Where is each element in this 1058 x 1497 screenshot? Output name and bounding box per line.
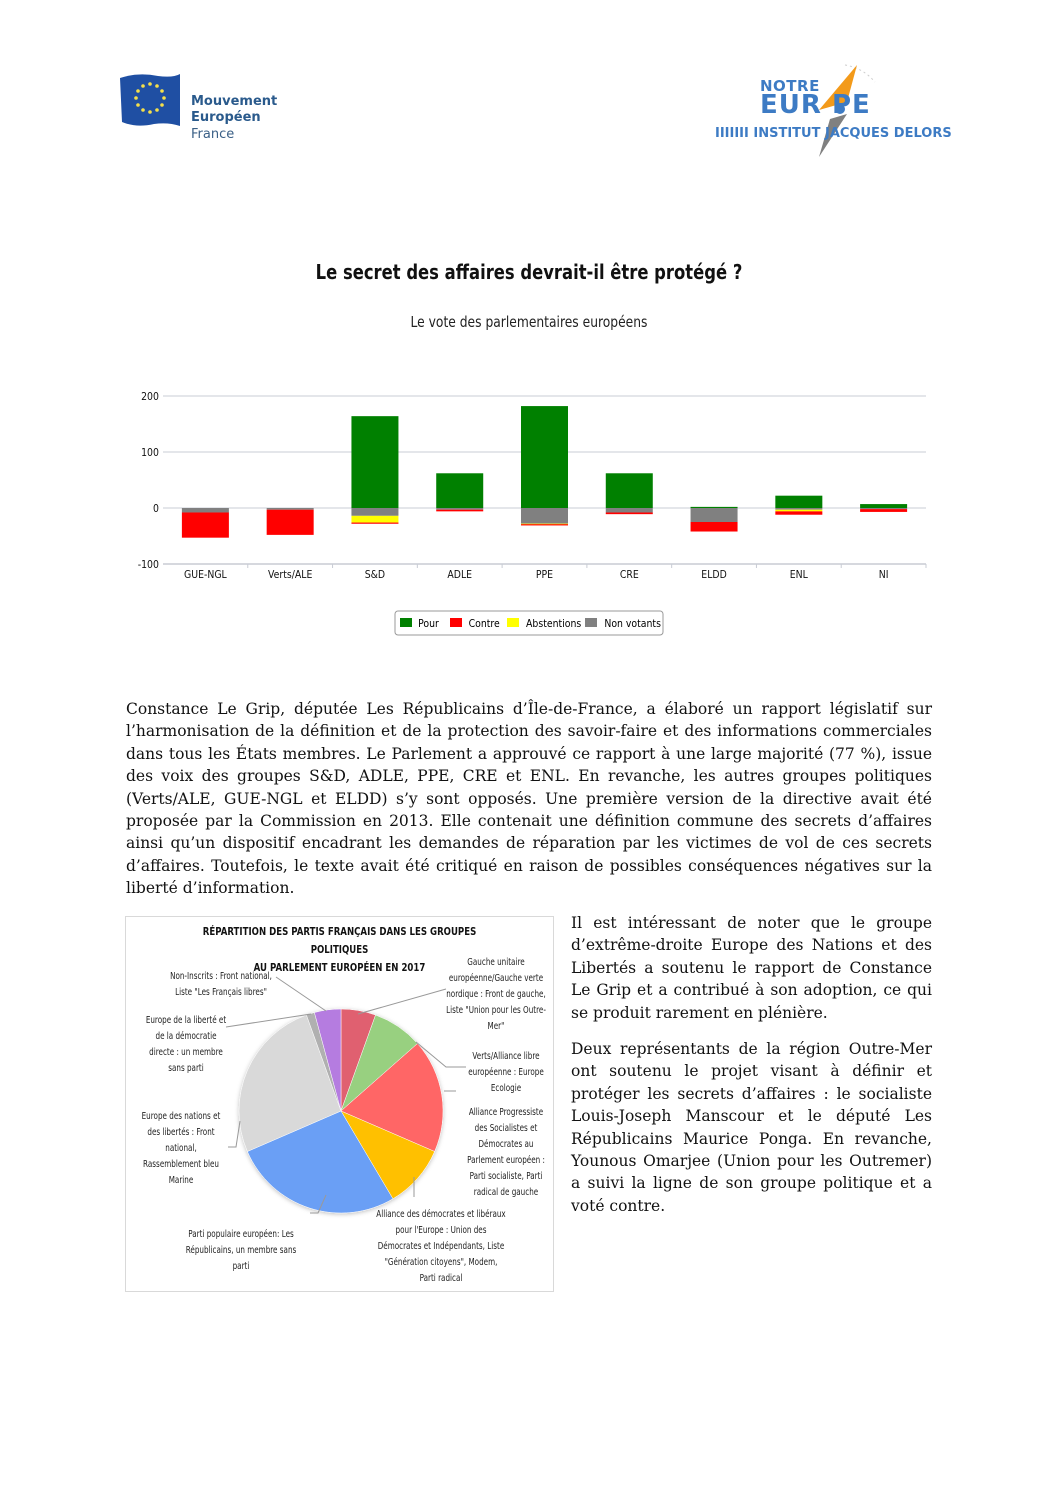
bar-segment (775, 511, 822, 514)
pie-label-efdd: Europe de la liberté et de la démocratie directe : un membre sans parti (145, 1015, 227, 1074)
bar-segment (267, 510, 314, 535)
bar-segment (521, 406, 568, 508)
bar-segment (436, 508, 483, 510)
bar-segment (691, 507, 738, 508)
vote-bar-chart (130, 380, 930, 640)
legend-abstentions: Abstentions (526, 618, 582, 631)
eu-flag-icon (118, 70, 184, 132)
legend-contre: Contre (468, 618, 500, 631)
bar-segment (691, 508, 738, 522)
pie-chart-figure (125, 916, 554, 1292)
bar-segment (351, 508, 398, 516)
y-tick: -100 (137, 559, 159, 572)
x-tick-label: CRE (619, 569, 639, 582)
logo-text-line2: Européen (191, 110, 261, 125)
x-tick-label: ADLE (447, 569, 473, 582)
bar-segment (606, 512, 653, 514)
legend-pour: Pour (418, 618, 439, 631)
x-tick-label: Verts/ALE (267, 569, 313, 582)
bar-segment (436, 473, 483, 508)
bar-segment (351, 416, 398, 508)
y-tick: 200 (141, 391, 159, 404)
logo-europe: EUR PE (760, 90, 871, 120)
logo-text-line1: Mouvement (191, 94, 278, 109)
pie-label-gue: Gauche unitaire européenne/Gauche verte nordique : Front de gauche, Liste "Union pour les Outre-Mer" (446, 957, 546, 1032)
pie-label-enl: Europe des nations et des libertés : Front national, Rassemblement bleu Marine (141, 1111, 221, 1186)
pie-label-verts: Verts/Alliance libre européenne : Europe Ecologie (468, 1051, 544, 1094)
x-tick-label: GUE-NGL (184, 569, 227, 582)
pie-title-line2: AU PARLEMENT EUROPÉEN EN 2017 (253, 961, 426, 974)
legend-non-votants: Non votants (604, 618, 661, 631)
bar-segment (182, 508, 229, 512)
pie-label-ni: Non-Inscrits : Front national, Liste "Les Français libres" (170, 971, 272, 998)
bar-segment (351, 523, 398, 524)
bar-segment (521, 508, 568, 524)
logo-notre: NOTRE (760, 77, 820, 95)
x-tick-label: PPE (535, 569, 554, 582)
bar-segment (436, 510, 483, 512)
bar-segment (860, 504, 907, 508)
paragraph-outre-mer: Deux représentants de la région Outre-Mer ont soutenu le projet visant à définir et protéger les secrets d’affaires : le socialiste Louis-Joseph Manscour et le député Les Républicains Maurice Ponga. En revanche, Younous Omarjee (Union pour les Outremer) a suivi la ligne de son groupe politique et a voté contre. (571, 1040, 932, 1215)
bar-segment (775, 510, 822, 512)
chart-legend (395, 611, 663, 635)
document-title: Le secret des affaires devrait-il être protégé ? (315, 260, 743, 284)
bar-segment (182, 512, 229, 537)
pie-label-sd: Alliance Progressiste des Socialistes et Démocrates au Parlement européen : Parti socialiste, Parti radical de gauche (467, 1107, 545, 1198)
bar-segment (267, 508, 314, 510)
bar-segment (351, 516, 398, 523)
paragraph-enl: Il est intéressant de noter que le groupe d’extrême-droite Europe des Nations et des Libertés a soutenu le rapport de Constance Le Grip et a contribué à son adoption, ce qui se produit rarement en plénière. (571, 914, 932, 1022)
paragraph-intro: Constance Le Grip, députée Les Républicains d’Île-de-France, a élaboré un rapport législatif sur l’harmonisation de la définition et de la protection des savoir-faire et des informations commerciales dans tous les États membres. Le Parlement a approuvé ce rapport à une large majorité (77 %), issue des voix des groupes S&D, ADLE, PPE, CRE et ENL. En revanche, les autres groupes politiques (Verts/ALE, GUE-NGL et ELDD) s’y sont opposés. Une première version de la directive avait été proposée par la Commission en 2013. Elle contenait une définition commune des secrets d’affaires ainsi qu’un dispositif encadrant les demandes de réparation par les victimes de vol de ces secrets d’affaires. Toutefois, le texte avait été critiqué en raison de possibles conséquences négatives sur la liberté d’information. (126, 700, 932, 898)
logo-text-line3: France (191, 127, 235, 142)
bar-segment (775, 508, 822, 510)
logo-institut: IIIIIII INSTITUT JACQUES DELORS (715, 126, 952, 141)
notre-europe-logo (715, 62, 955, 162)
pie-title-line1: RÉPARTITION DES PARTIS FRANÇAIS DANS LES GROUPES POLITIQUES (202, 925, 477, 956)
bar-segment (860, 508, 907, 509)
x-tick-label: NI (878, 569, 889, 582)
x-tick-label: S&D (364, 569, 386, 582)
x-tick-label: ENL (789, 569, 808, 582)
bar-segment (606, 473, 653, 508)
bar-segment (521, 524, 568, 525)
bar-segment (775, 496, 822, 508)
chart-subtitle: Le vote des parlementaires européens (410, 313, 648, 331)
pie-label-ppe: Parti populaire européen: Les Républicains, un membre sans parti (185, 1229, 297, 1272)
y-tick: 0 (152, 503, 159, 516)
x-tick-label: ELDD (701, 569, 727, 582)
mouvement-europeen-logo (118, 70, 298, 150)
y-tick: 100 (141, 447, 159, 460)
bar-segment (606, 508, 653, 512)
bar-segment (860, 509, 907, 512)
bar-segment (691, 522, 738, 532)
bar-series (182, 406, 907, 538)
pie-label-alde: Alliance des démocrates et libéraux pour l'Europe : Union des Démocrates et Indépendants, Liste "Génération citoyens", Modem, Parti radical (376, 1209, 506, 1284)
